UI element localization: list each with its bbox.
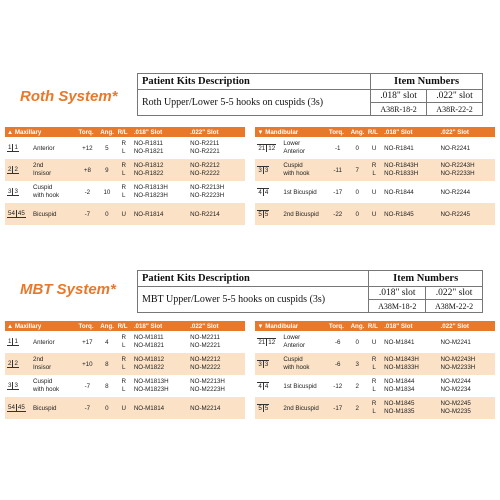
tooth-name: 2nd Bicuspid (281, 397, 327, 419)
tooth-right: 12 (268, 145, 276, 152)
header-ang: Ang. (100, 128, 114, 136)
header-slot-018: .018" Slot (132, 321, 188, 331)
tooth-number (255, 397, 281, 419)
tooth-left: 4 (258, 383, 262, 390)
side-value: U (366, 181, 382, 203)
tooth-name: 2nd Insisor (31, 159, 77, 181)
kit-slot-018: .018" slot (369, 287, 426, 300)
tooth-number (5, 331, 31, 353)
torque-value: +12 (77, 137, 99, 159)
table-row (5, 353, 495, 375)
tooth-diagram (257, 404, 269, 412)
tooth-name: 2nd Bicuspid (281, 203, 327, 225)
slot-022-item: NO-M2244 NO-M2234 (439, 375, 495, 397)
kit-desc: Roth Upper/Lower 5-5 hooks on cuspids (3s) (138, 90, 371, 116)
kit-items-header: Item Numbers (371, 74, 483, 90)
kit-table (137, 270, 483, 313)
tooth-right: 3 (264, 361, 269, 368)
tooth-diagram (7, 360, 19, 368)
side-value: U (366, 331, 382, 353)
slot-018-item: NO-M1814 (132, 397, 188, 419)
bracket-table (5, 321, 495, 419)
table-header-row (5, 321, 495, 331)
kit-item-018: A38M-18-2 (369, 300, 426, 313)
angulation-value: 0 (349, 181, 366, 203)
table-row (5, 181, 495, 203)
slot-018-item: NO-M1812 NO-M1822 (132, 353, 188, 375)
angulation-value: 7 (349, 159, 366, 181)
angulation-value: 10 (98, 181, 115, 203)
side-value: U (366, 137, 382, 159)
header-slot-022: .022" Slot (188, 321, 244, 331)
tooth-right: 12 (268, 339, 276, 346)
table-row (5, 331, 495, 353)
slot-022-item: NO-M2243H NO-M2233H (439, 353, 495, 375)
tooth-right: 3 (264, 167, 269, 174)
tooth-left: 5 (258, 211, 262, 218)
tooth-right: 3 (14, 188, 18, 195)
table-row (5, 375, 495, 397)
header-mandibular: ▼ Mandibular (255, 127, 327, 137)
header-separator (245, 127, 256, 137)
slot-022-item: NO-M2213H NO-M2223H (188, 375, 244, 397)
tooth-right: 45 (17, 210, 25, 217)
tooth-diagram (7, 188, 19, 196)
tooth-name: Anterior (31, 137, 77, 159)
slot-018-item: NO-M1844 NO-M1834 (382, 375, 438, 397)
tooth-number (255, 181, 281, 203)
torque-value: +10 (77, 353, 99, 375)
side-value: R L (116, 375, 132, 397)
torque-value: -7 (77, 397, 99, 419)
torque-value: -7 (77, 203, 99, 225)
header-separator (245, 321, 256, 331)
side-value: U (116, 397, 132, 419)
tooth-diagram (257, 210, 269, 218)
torque-value: -11 (327, 159, 349, 181)
tooth-right: 1 (14, 338, 18, 345)
angulation-value: 4 (98, 331, 115, 353)
tooth-left: 1 (8, 338, 12, 345)
side-value: R L (116, 181, 132, 203)
angulation-value: 0 (349, 137, 366, 159)
slot-022-item: NO-R2244 (439, 181, 495, 203)
tooth-name: Cuspid with hook (281, 159, 327, 181)
section-title: MBT System* (20, 281, 116, 298)
tooth-name: 1st Bicuspid (281, 181, 327, 203)
side-value: R L (116, 137, 132, 159)
header-torq: Torq. (327, 127, 349, 137)
slot-022-item: NO-M2211 NO-M2221 (188, 331, 244, 353)
side-value: R L (116, 159, 132, 181)
tooth-diagram (257, 144, 276, 152)
header-rl: R/L (116, 321, 132, 331)
header-slot-022: .022" Slot (439, 127, 495, 137)
torque-value: -12 (327, 375, 349, 397)
header-mandibular: ▼ Mandibular (255, 321, 327, 331)
tooth-diagram (257, 188, 269, 196)
tooth-name: Bicuspid (31, 203, 77, 225)
kit-slot-018: .018" slot (371, 90, 427, 103)
header-ang: Ang. (350, 322, 365, 330)
header-torq: Torq. (77, 127, 99, 137)
kit-item-018: A38R-18-2 (371, 103, 427, 116)
slot-018-item: NO-R1812 NO-R1822 (132, 159, 188, 181)
tooth-diagram (7, 210, 26, 218)
angulation-value: 0 (98, 203, 115, 225)
slot-018-item: NO-M1841 (382, 331, 438, 353)
kit-slot-022: .022" slot (427, 90, 483, 103)
slot-018-item: NO-R1813H NO-R1823H (132, 181, 188, 203)
slot-022-item: NO-M2245 NO-M2235 (439, 397, 495, 419)
slot-018-item: NO-R1814 (132, 203, 188, 225)
tooth-number (5, 159, 31, 181)
tooth-name: Cuspid with hook (31, 375, 77, 397)
column-separator (245, 331, 256, 353)
tooth-number (255, 331, 281, 353)
angulation-value: 2 (349, 397, 366, 419)
tooth-right: 4 (264, 383, 269, 390)
torque-value: +8 (77, 159, 99, 181)
table-row (5, 137, 495, 159)
kit-desc-header: Patient Kits Description (138, 271, 369, 287)
slot-022-item: NO-R2213H NO-R2223H (188, 181, 244, 203)
angulation-value: 8 (98, 353, 115, 375)
column-separator (245, 181, 256, 203)
tooth-diagram (7, 338, 19, 346)
slot-022-item: NO-R2241 (439, 137, 495, 159)
kit-slot-022: .022" slot (426, 287, 483, 300)
tooth-number (255, 203, 281, 225)
slot-018-item: NO-R1844 (382, 181, 438, 203)
tooth-right: 5 (264, 405, 269, 412)
tooth-diagram (7, 404, 26, 412)
torque-value: -7 (77, 375, 99, 397)
tooth-name: Cuspid with hook (31, 181, 77, 203)
tooth-name: Cuspid with hook (281, 353, 327, 375)
side-value: R L (366, 397, 382, 419)
tooth-left: 3 (8, 188, 12, 195)
table-row (5, 159, 495, 181)
header-slot-022: .022" Slot (439, 321, 495, 331)
column-separator (245, 397, 256, 419)
tooth-diagram (7, 144, 19, 152)
tooth-left: 54 (8, 210, 15, 217)
slot-022-item: NO-M2214 (188, 397, 244, 419)
tooth-name: Bicuspid (31, 397, 77, 419)
header-slot-018: .018" Slot (382, 127, 438, 137)
angulation-value: 0 (349, 203, 366, 225)
torque-value: -17 (327, 181, 349, 203)
tooth-diagram (257, 166, 269, 174)
tooth-number (5, 137, 31, 159)
angulation-value: 0 (98, 397, 115, 419)
tooth-right: 1 (14, 144, 18, 151)
angulation-value: 3 (349, 353, 366, 375)
slot-022-item: NO-R2211 NO-R2221 (188, 137, 244, 159)
side-value: R L (366, 353, 382, 375)
tooth-right: 2 (14, 360, 18, 367)
tooth-number (255, 159, 281, 181)
kit-desc-header: Patient Kits Description (138, 74, 371, 90)
slot-022-item: NO-R2214 (188, 203, 244, 225)
tooth-left: 1 (8, 144, 12, 151)
tooth-left: 4 (258, 189, 262, 196)
tooth-number (5, 375, 31, 397)
header-ang: Ang. (350, 128, 365, 136)
tooth-number (255, 137, 281, 159)
torque-value: -6 (327, 353, 349, 375)
torque-value: -1 (327, 137, 349, 159)
slot-018-item: NO-R1811 NO-R1821 (132, 137, 188, 159)
tooth-number (5, 353, 31, 375)
slot-018-item: NO-R1845 (382, 203, 438, 225)
torque-value: -6 (327, 331, 349, 353)
slot-018-item: NO-R1843H NO-R1833H (382, 159, 438, 181)
slot-022-item: NO-M2212 NO-M2222 (188, 353, 244, 375)
header-slot-018: .018" Slot (132, 127, 188, 137)
side-value: R L (116, 353, 132, 375)
side-value: U (116, 203, 132, 225)
tooth-left: 3 (258, 167, 262, 174)
column-separator (245, 137, 256, 159)
torque-value: -22 (327, 203, 349, 225)
kit-items-header: Item Numbers (369, 271, 483, 287)
tooth-diagram (257, 338, 276, 346)
tooth-number (5, 397, 31, 419)
tooth-number (5, 203, 31, 225)
slot-018-item: NO-M1845 NO-M1835 (382, 397, 438, 419)
column-separator (245, 353, 256, 375)
torque-value: -2 (77, 181, 99, 203)
tooth-right: 3 (14, 382, 18, 389)
tooth-right: 45 (17, 404, 25, 411)
tooth-left: 3 (258, 361, 262, 368)
kit-item-022: A38M-22-2 (426, 300, 483, 313)
kit-table (137, 73, 483, 116)
header-maxillary: ▲ Maxillary (5, 321, 77, 331)
side-value: U (366, 203, 382, 225)
torque-value: -17 (327, 397, 349, 419)
tooth-right: 2 (14, 166, 18, 173)
tooth-number (5, 181, 31, 203)
tooth-left: 2 (8, 360, 12, 367)
section-title: Roth System* (20, 88, 118, 105)
tooth-name: 2nd Insisor (31, 353, 77, 375)
tooth-diagram (257, 360, 269, 368)
table-header-row (5, 127, 495, 137)
tooth-number (255, 353, 281, 375)
header-rl: R/L (116, 127, 132, 137)
tooth-name: Lower Anterior (281, 331, 327, 353)
side-value: R L (366, 375, 382, 397)
kit-desc: MBT Upper/Lower 5-5 hooks on cuspids (3s) (138, 287, 369, 313)
tooth-name: 1st Bicuspid (281, 375, 327, 397)
side-value: R L (366, 159, 382, 181)
tooth-number (255, 375, 281, 397)
tooth-name: Anterior (31, 331, 77, 353)
angulation-value: 9 (98, 159, 115, 181)
angulation-value: 2 (349, 375, 366, 397)
tooth-right: 5 (264, 211, 269, 218)
tooth-diagram (257, 382, 269, 390)
tooth-name: Lower Anterior (281, 137, 327, 159)
bracket-table (5, 127, 495, 225)
slot-018-item: NO-M1843H NO-M1833H (382, 353, 438, 375)
kit-item-022: A38R-22-2 (427, 103, 483, 116)
header-rl: R/L (366, 321, 382, 331)
slot-022-item: NO-R2245 (439, 203, 495, 225)
slot-022-item: NO-R2212 NO-R2222 (188, 159, 244, 181)
torque-value: +17 (77, 331, 99, 353)
tooth-left: 21 (258, 339, 266, 346)
table-row (5, 397, 495, 419)
header-maxillary: ▲ Maxillary (5, 127, 77, 137)
header-torq: Torq. (327, 321, 349, 331)
tooth-left: 3 (8, 382, 12, 389)
tooth-left: 2 (8, 166, 12, 173)
tooth-left: 5 (258, 405, 262, 412)
tooth-left: 54 (8, 404, 15, 411)
slot-022-item: NO-M2241 (439, 331, 495, 353)
header-ang: Ang. (100, 322, 114, 330)
slot-018-item: NO-R1841 (382, 137, 438, 159)
header-slot-018: .018" Slot (382, 321, 438, 331)
header-rl: R/L (366, 127, 382, 137)
side-value: R L (116, 331, 132, 353)
slot-018-item: NO-M1811 NO-M1821 (132, 331, 188, 353)
column-separator (245, 159, 256, 181)
tooth-diagram (7, 382, 19, 390)
tooth-diagram (7, 166, 19, 174)
header-torq: Torq. (77, 321, 99, 331)
tooth-right: 4 (264, 189, 269, 196)
angulation-value: 8 (98, 375, 115, 397)
table-row (5, 203, 495, 225)
slot-018-item: NO-M1813H NO-M1823H (132, 375, 188, 397)
header-slot-022: .022" Slot (188, 127, 244, 137)
angulation-value: 5 (98, 137, 115, 159)
angulation-value: 0 (349, 331, 366, 353)
slot-022-item: NO-R2243H NO-R2233H (439, 159, 495, 181)
column-separator (245, 203, 256, 225)
tooth-left: 21 (258, 145, 266, 152)
column-separator (245, 375, 256, 397)
